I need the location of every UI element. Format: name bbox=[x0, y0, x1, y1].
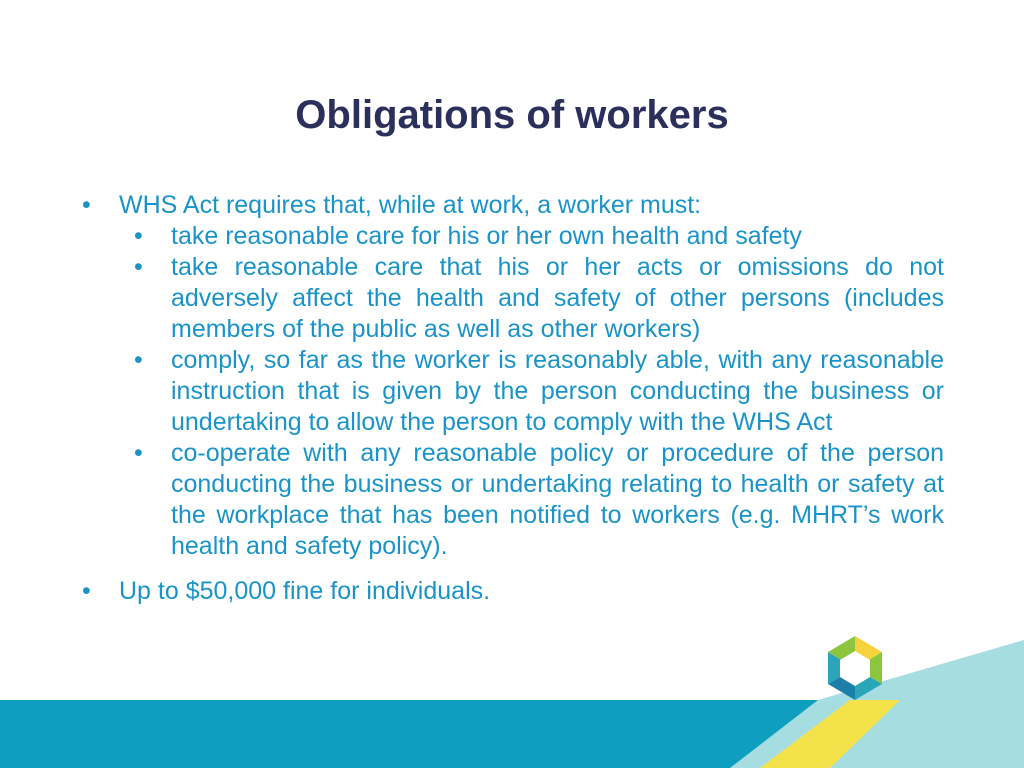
slide-title: Obligations of workers bbox=[295, 93, 729, 137]
sub-bullet-text: comply, so far as the worker is reasonably able, with any reasonable instruction that is given by the person conducting the business or undertaking to allow the person to comply with the WHS Act bbox=[171, 346, 944, 436]
bullet-text: Up to $50,000 fine for individuals. bbox=[119, 577, 491, 605]
bullet-icon: • bbox=[134, 346, 143, 374]
sub-bullet-text: take reasonable care for his or her own health and safety bbox=[171, 222, 802, 250]
bullet-icon: • bbox=[134, 253, 143, 281]
bullet-icon: • bbox=[82, 191, 91, 219]
bullet-text: WHS Act requires that, while at work, a worker must: bbox=[119, 191, 702, 219]
sub-bullet-text: co-operate with any reasonable policy or procedure of the person conducting the business or undertaking relating to health or safety at the workplace that has been notified to workers (e.g. MHRT’s work health and safety policy). bbox=[171, 439, 944, 560]
bullet-icon: • bbox=[134, 439, 143, 467]
bullet-icon: • bbox=[82, 577, 91, 605]
bullet-icon: • bbox=[134, 222, 143, 250]
sub-bullet-text: take reasonable care that his or her acts or omissions do not adversely affect the health and safety of other persons (includes members of the public as well as other workers) bbox=[171, 253, 944, 343]
